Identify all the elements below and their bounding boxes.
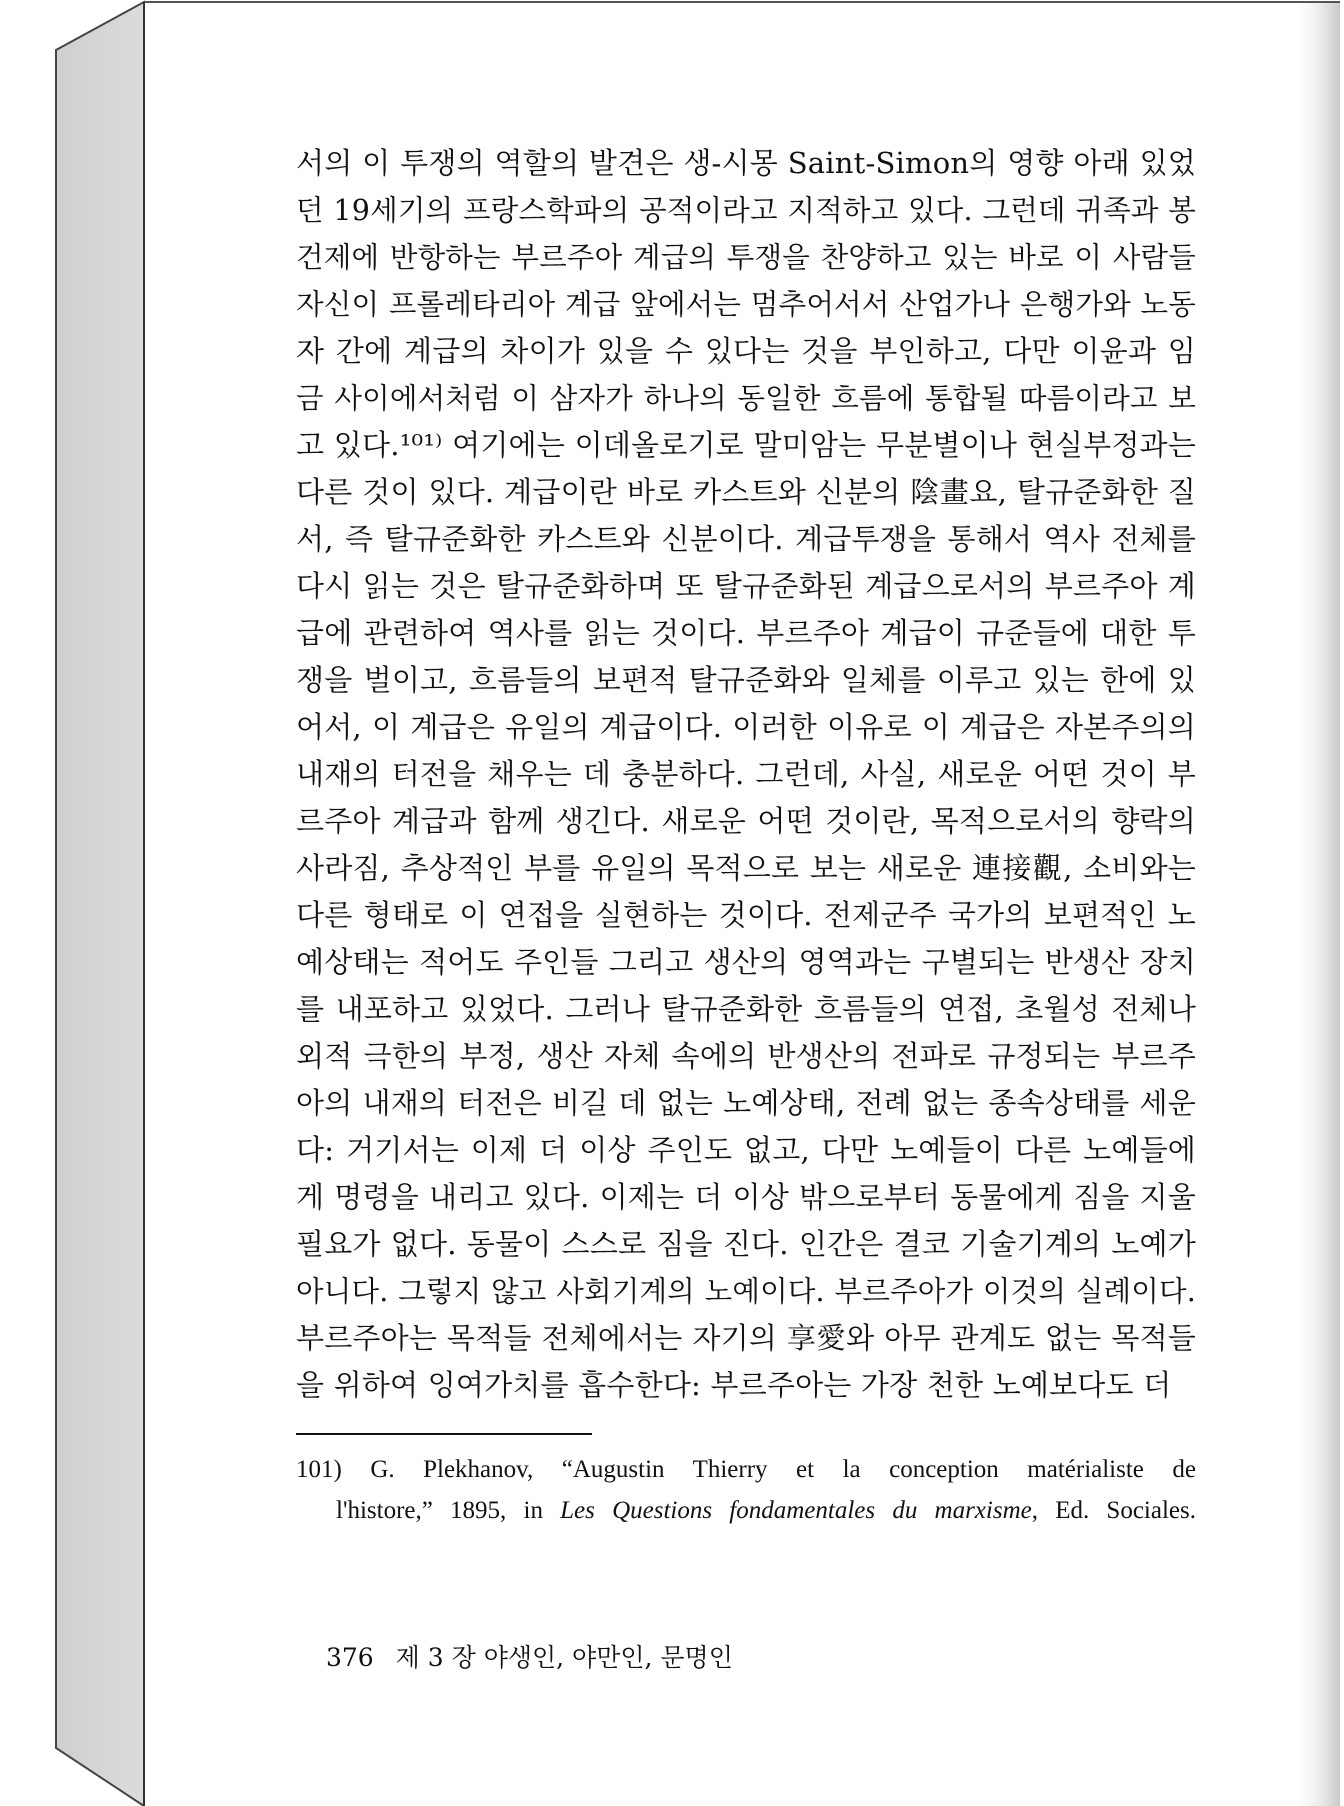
page-right-shade (1290, 2, 1340, 1806)
running-chapter-title: 제 3 장 야생인, 야만인, 문명인 (395, 1643, 733, 1672)
text-line: 게 명령을 내리고 있다. 이제는 더 이상 밖으로부터 동물에게 짐을 지울 (296, 1180, 1196, 1214)
footnote-line-2 (296, 1490, 1196, 1531)
footnote-divider (296, 1433, 592, 1435)
text-line: 다시 읽는 것은 탈규준화하며 또 탈규준화된 계급으로서의 부르주아 계 (296, 569, 1196, 603)
footnote-publisher: , Ed. Sociales. (1031, 1497, 1196, 1524)
text-line: 급에 관련하여 역사를 읽는 것이다. 부르주아 계급이 규준들에 대한 투 (296, 616, 1196, 650)
text-line: 을 위하여 잉여가치를 흡수한다: 부르주아는 가장 천한 노예보다도 더 (296, 1368, 1172, 1402)
text-line: 서, 즉 탈규준화한 카스트와 신분이다. 계급투쟁을 통해서 역사 전체를 (296, 522, 1196, 556)
text-line: 건제에 반항하는 부르주아 계급의 투쟁을 찬양하고 있는 바로 이 사람들 (296, 241, 1196, 274)
text-line: 사라짐, 추상적인 부를 유일의 목적으로 보는 새로운 連接觀, 소비와는 (296, 851, 1196, 885)
text-line: 르주아 계급과 함께 생긴다. 새로운 어떤 것이란, 목적으로서의 향락의 (296, 804, 1196, 838)
text-line: 아의 내재의 터전은 비길 데 없는 노예상태, 전례 없는 종속상태를 세운 (296, 1086, 1196, 1120)
text-line: 부르주아는 목적들 전체에서는 자기의 享愛와 아무 관계도 없는 목적들 (296, 1321, 1196, 1355)
text-line: 서의 이 투쟁의 역할의 발견은 생-시몽 Saint-Simon의 영향 아래 있었 (296, 146, 1196, 180)
text-line: 다른 것이 있다. 계급이란 바로 카스트와 신분의 陰畫요, 탈규준화한 질 (296, 475, 1196, 509)
text-line: 외적 극한의 부정, 생산 자체 속에의 반생산의 전파로 규정되는 부르주 (296, 1039, 1196, 1073)
text-line: 금 사이에서처럼 이 삼자가 하나의 동일한 흐름에 통합될 따름이라고 보 (296, 382, 1196, 415)
book-spine (56, 2, 144, 1806)
page-number: 376 (326, 1643, 374, 1672)
page-text-block (296, 140, 1196, 1531)
text-line: 던 19세기의 프랑스학파의 공적이라고 지적하고 있다. 그런데 귀족과 봉 (296, 194, 1196, 227)
text-line: 어서, 이 계급은 유일의 계급이다. 이러한 이유로 이 계급은 자본주의의 (296, 710, 1196, 744)
footnote-text: l'histore,” 1895, in (336, 1497, 561, 1524)
text-line: 아니다. 그렇지 않고 사회기계의 노예이다. 부르주아가 이것의 실례이다. (296, 1275, 1196, 1308)
text-line: 를 내포하고 있었다. 그러나 탈규준화한 흐름들의 연접, 초월성 전체나 (296, 992, 1196, 1026)
text-line: 다: 거기서는 이제 더 이상 주인도 없고, 다만 노예들이 다른 노예들에 (296, 1133, 1196, 1167)
text-line: 자 간에 계급의 차이가 있을 수 있다는 것을 부인하고, 다만 이윤과 임 (296, 334, 1196, 368)
text-line: 고 있다.¹⁰¹⁾ 여기에는 이데올로기로 말미암는 무분별이나 현실부정과는 (296, 428, 1196, 462)
text-line: 내재의 터전을 채우는 데 충분하다. 그런데, 사실, 새로운 어떤 것이 부 (296, 757, 1196, 791)
text-line: 자신이 프롤레타리아 계급 앞에서는 멈추어서서 산업가나 은행가와 노동 (296, 288, 1196, 321)
footnote-line-1: 101) G. Plekhanov, “Augustin Thierry et la conception matérialiste de (296, 1456, 1196, 1483)
text-line: 쟁을 벌이고, 흐름들의 보편적 탈규준화와 일체를 이루고 있는 한에 있 (296, 663, 1196, 697)
text-line: 필요가 없다. 동물이 스스로 짐을 진다. 인간은 결코 기술기계의 노예가 (296, 1227, 1196, 1261)
text-line: 다른 형태로 이 연접을 실현하는 것이다. 전제군주 국가의 보편적인 노 (296, 898, 1196, 932)
footnote-book-title: Les Questions fondamentales du marxisme (560, 1497, 1032, 1524)
body-paragraph (296, 140, 1196, 1409)
footnote-101 (296, 1449, 1196, 1531)
text-line: 예상태는 적어도 주인들 그리고 생산의 영역과는 구별되는 반생산 장치 (296, 945, 1196, 979)
page-footer (326, 1638, 733, 1674)
